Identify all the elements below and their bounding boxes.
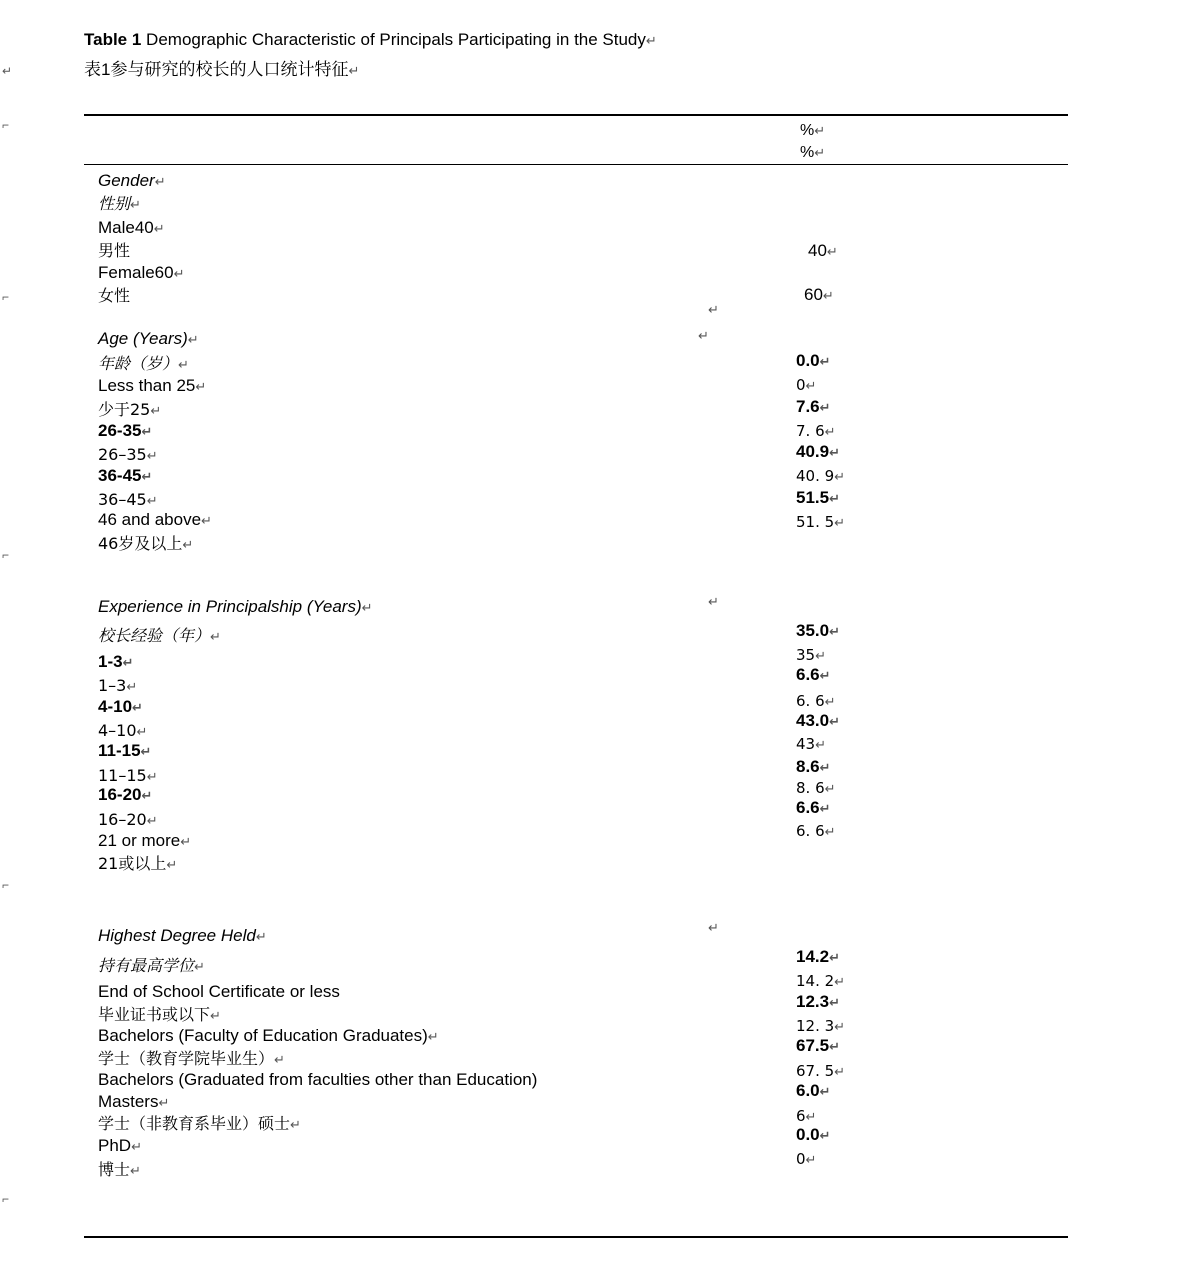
row-value-degree-masters-text: 6.0: [796, 1081, 820, 1100]
row-value-age-46plus: [796, 487, 840, 511]
row-value-degree-phd-cn-text: 0: [796, 1150, 806, 1168]
row-value-exp-1-3: [796, 620, 840, 644]
pilcrow-mark: ↵: [131, 1140, 142, 1155]
pilcrow-mark: ↵: [834, 470, 846, 485]
section-header-gender-cn: [98, 193, 141, 217]
row-value-age-36-45-text: 40.9: [796, 442, 830, 461]
row-label-age-36-45-text: 36-45: [98, 466, 142, 485]
table-rule-bottom: [84, 1236, 1068, 1238]
row-label-degree-phd-cn-text: 博士: [98, 1160, 131, 1179]
row-value-degree-bachelors-edu-cn-text: 12. 3: [796, 1017, 835, 1035]
table-caption-cn-text: 表1参与研究的校长的人口统计特征: [84, 60, 349, 79]
row-label-exp-1-3-text: 1-3: [98, 652, 123, 671]
row-value-exp-11-15-text: 43.0: [796, 711, 830, 730]
pilcrow-mark: ↵: [708, 920, 719, 935]
pilcrow-mark: ↵: [824, 425, 836, 440]
section-header-degree-text: Highest Degree Held: [98, 926, 256, 945]
pilcrow-mark: ↵: [194, 960, 205, 975]
row-value-degree-school-cert: [796, 946, 840, 970]
row-value-exp-1-3-text: 35.0: [796, 621, 830, 640]
row-label-degree-phd: [98, 1135, 142, 1159]
row-label-degree-phd-cn: [98, 1159, 141, 1183]
section-header-experience: [98, 596, 373, 620]
table-caption-cn: [84, 56, 359, 86]
row-value-exp-21plus-cn-text: 6. 6: [796, 822, 825, 840]
row-label-male-text: Male40: [98, 218, 154, 237]
row-value-age-lt25-cn: [796, 374, 816, 398]
row-label-male-cn-text: 男性: [98, 241, 131, 260]
pilcrow-mark: ↵: [130, 198, 141, 213]
row-value-exp-21plus-text: 6.6: [796, 798, 820, 817]
row-value-degree-school-cert-text: 14.2: [796, 947, 830, 966]
pilcrow-mark: ↵: [805, 1153, 817, 1168]
row-label-age-46plus-cn-text: 46岁及以上: [98, 534, 183, 553]
pilcrow-mark: ↵: [824, 695, 836, 710]
pilcrow-mark: ↵: [427, 1030, 439, 1045]
pilcrow-mark: ↵: [708, 302, 719, 317]
pilcrow-mark: ↵: [834, 516, 846, 531]
row-label-degree-masters-cn-text: 学士（非教育系毕业）硕士: [98, 1114, 291, 1133]
row-label-exp-11-15: [98, 740, 151, 764]
row-value-exp-4-10-cn-text: 6. 6: [796, 692, 825, 710]
row-value-female-text: 60: [804, 285, 823, 304]
row-label-degree-school-cert-cn-text: 毕业证书或以下: [98, 1005, 211, 1024]
row-value-degree-masters: [796, 1080, 831, 1104]
pilcrow-mark: ↵: [130, 1164, 141, 1179]
row-value-age-46plus-cn: [796, 511, 845, 535]
pilcrow-mark: ↵: [819, 401, 831, 416]
pilcrow-mark: ↵: [815, 738, 826, 753]
pilcrow-mark: ↵: [834, 1020, 846, 1035]
row-value-exp-16-20-cn-text: 8. 6: [796, 779, 825, 797]
row-label-age-26-35-cn-text: 26–35: [98, 445, 147, 464]
pilcrow-mark: ↵: [361, 601, 373, 616]
row-value-age-lt25-text: 0.0: [796, 351, 820, 370]
column-header-percent-cn: [800, 142, 825, 165]
section-header-age-cn: [98, 353, 189, 377]
column-header-percent-en: [800, 120, 825, 143]
pilcrow-mark: ↵: [819, 761, 831, 776]
pilcrow-mark: ↵: [819, 802, 831, 817]
pilcrow-mark: ↵: [146, 494, 158, 509]
section-header-gender: [98, 170, 166, 194]
pilcrow-mark: ↵: [158, 1096, 170, 1111]
section-header-degree: [98, 925, 267, 949]
row-value-degree-school-cert-cn-text: 14. 2: [796, 972, 835, 990]
section-header-degree-cn-text: 持有最高学位: [98, 956, 195, 975]
row-value-degree-bachelors-other: [796, 1035, 840, 1059]
row-value-exp-4-10-text: 6.6: [796, 665, 820, 684]
pilcrow-mark: ↵: [146, 449, 158, 464]
pilcrow-mark: ↵: [126, 680, 138, 695]
row-label-degree-bachelors-other-text: Bachelors (Graduated from faculties other than Education): [98, 1070, 538, 1089]
column-header-percent-en-text: %: [800, 122, 815, 139]
row-value-age-46plus-cn-text: 51. 5: [796, 513, 835, 531]
pilcrow-mark: ↵: [255, 930, 267, 945]
pilcrow-mark: ↵: [141, 470, 153, 485]
row-value-degree-bachelors-edu: [796, 991, 840, 1015]
row-label-age-46plus-cn: [98, 533, 193, 557]
section-header-gender-text: Gender: [98, 171, 155, 190]
pilcrow-mark: ↵: [182, 538, 194, 553]
section-header-experience-text: Experience in Principalship (Years): [98, 597, 362, 616]
column-header-percent-cn-text: %: [800, 144, 815, 161]
pilcrow-mark: ↵: [201, 514, 212, 529]
pilcrow-mark: ↵: [819, 355, 831, 370]
pilcrow-mark: ↵: [814, 124, 826, 139]
pilcrow-mark: ↵: [805, 379, 817, 394]
pilcrow-mark: ↵: [153, 222, 165, 237]
pilcrow-mark: ↵: [195, 380, 207, 395]
row-value-age-lt25-cn-text: 0: [796, 376, 806, 394]
section-header-age-cn-text: 年龄（岁）: [98, 354, 179, 373]
row-label-age-46plus: [98, 509, 212, 533]
row-value-age-36-45: [796, 441, 840, 465]
row-label-exp-11-15-text: 11-15: [98, 741, 141, 760]
row-label-exp-1-3-cn-text: 1–3: [98, 676, 127, 695]
table-rule-header: [84, 164, 1068, 165]
row-value-age-26-35-text: 7.6: [796, 397, 820, 416]
row-label-age-46plus-text: 46 and above: [98, 510, 202, 529]
pilcrow-mark: ↵: [645, 34, 657, 49]
section-header-experience-cn: [98, 625, 221, 649]
row-value-degree-masters-cn-text: 6: [796, 1107, 806, 1125]
pilcrow-mark: ↵: [154, 175, 166, 190]
row-label-degree-bachelors-edu-cn-text: 学士（教育学院毕业生）: [98, 1049, 275, 1068]
row-label-exp-4-10-cn-text: 4–10: [98, 721, 137, 740]
table-rule-top: [84, 114, 1068, 116]
row-label-exp-21plus-cn-text: 21或以上: [98, 854, 167, 873]
pilcrow-mark: ↵: [290, 1118, 301, 1133]
row-value-exp-1-3-cn-text: 35: [796, 646, 816, 664]
row-label-male-cn: [98, 240, 130, 262]
pilcrow-mark: ↵: [819, 1129, 831, 1144]
pilcrow-mark: ↵: [136, 725, 148, 740]
section-header-age: [98, 328, 199, 352]
pilcrow-mark: ↵: [829, 1040, 840, 1055]
table-caption: [84, 26, 657, 56]
row-label-exp-21plus-cn: [98, 853, 177, 877]
row-label-age-lt25-cn-text: 少于25: [98, 400, 151, 419]
row-value-exp-11-15: [796, 710, 840, 734]
pilcrow-mark: ↵: [180, 835, 192, 850]
row-value-age-36-45-cn: [796, 465, 845, 489]
row-label-age-36-45: [98, 465, 152, 489]
row-label-female-cn-text: 女性: [98, 286, 131, 305]
pilcrow-mark: ↵: [122, 656, 134, 671]
row-label-age-26-35: [98, 420, 152, 444]
row-label-degree-masters-text: Masters: [98, 1092, 159, 1111]
row-label-degree-school-cert: [98, 981, 340, 1003]
row-label-degree-masters: [98, 1091, 169, 1115]
row-value-female: [804, 284, 834, 308]
pilcrow-mark: ↵: [698, 328, 709, 343]
pilcrow-mark: ↵: [829, 996, 840, 1011]
table-caption-number: Table 1: [84, 30, 142, 49]
row-value-exp-11-15-cn-text: 43: [796, 735, 816, 753]
row-label-degree-school-cert-text: End of School Certificate or less: [98, 982, 340, 1001]
row-value-age-26-35: [796, 396, 831, 420]
row-label-exp-16-20-text: 16-20: [98, 785, 142, 804]
row-value-degree-phd-cn: [796, 1148, 816, 1172]
row-label-degree-bachelors-edu: [98, 1025, 439, 1049]
row-label-exp-21plus-text: 21 or more: [98, 831, 181, 850]
pilcrow-mark: ↵: [829, 715, 840, 730]
pilcrow-mark: ↵: [146, 770, 158, 785]
pilcrow-mark: ↵: [829, 492, 840, 507]
row-value-exp-16-20-text: 8.6: [796, 757, 820, 776]
section-header-gender-cn-text: 性别: [98, 194, 131, 213]
pilcrow-mark: ↵: [829, 625, 840, 640]
row-value-age-36-45-cn-text: 40. 9: [796, 467, 835, 485]
pilcrow-mark: ↵: [829, 446, 840, 461]
row-value-exp-11-15-cn: [796, 733, 826, 757]
section-header-experience-cn-text: 校长经验（年）: [98, 626, 211, 645]
pilcrow-mark: ↵: [187, 333, 199, 348]
row-label-exp-11-15-cn-text: 11–15: [98, 766, 147, 785]
pilcrow-mark: ↵: [824, 825, 836, 840]
row-label-female-cn: [98, 285, 130, 307]
row-value-degree-phd: [796, 1124, 831, 1148]
row-label-degree-masters-cn: [98, 1113, 301, 1137]
row-label-exp-1-3: [98, 651, 133, 675]
row-value-degree-phd-text: 0.0: [796, 1125, 820, 1144]
pilcrow-mark: ↵: [141, 425, 153, 440]
row-label-age-lt25: [98, 375, 206, 399]
pilcrow-mark: ↵: [150, 404, 162, 419]
row-label-age-lt25-text: Less than 25: [98, 376, 196, 395]
pilcrow-mark: ↵: [829, 951, 840, 966]
row-label-female-text: Female60: [98, 263, 174, 282]
row-value-exp-21plus-cn: [796, 820, 836, 844]
row-label-exp-4-10: [98, 696, 143, 720]
pilcrow-mark: ↵: [824, 782, 836, 797]
pilcrow-mark: ↵: [826, 245, 838, 260]
pilcrow-mark: ↵: [834, 975, 846, 990]
row-value-degree-bachelors-other-text: 67.5: [796, 1036, 830, 1055]
pilcrow-mark: ↵: [146, 814, 158, 829]
table-caption-title: Demographic Characteristic of Principals Participating in the Study: [141, 30, 646, 49]
row-value-male: [808, 240, 838, 264]
row-label-exp-4-10-text: 4-10: [98, 697, 133, 716]
row-value-degree-bachelors-other-cn-text: 67. 5: [796, 1062, 835, 1080]
pilcrow-mark: ↵: [348, 64, 360, 79]
pilcrow-mark: ↵: [814, 146, 826, 161]
pilcrow-mark: ↵: [819, 669, 831, 684]
pilcrow-mark: ↵: [708, 594, 719, 609]
row-value-degree-bachelors-edu-text: 12.3: [796, 992, 830, 1011]
pilcrow-mark: ↵: [141, 789, 153, 804]
row-value-age-lt25: [796, 350, 831, 374]
section-header-degree-cn: [98, 955, 205, 979]
pilcrow-mark: ↵: [834, 1065, 846, 1080]
margin-marks: ↵ ⌐ ⌐ ⌐ ⌐ ⌐: [2, 64, 13, 1206]
pilcrow-mark: ↵: [805, 1110, 817, 1125]
pilcrow-mark: ↵: [178, 358, 189, 373]
row-value-male-text: 40: [808, 241, 827, 260]
pilcrow-mark: ↵: [173, 267, 185, 282]
pilcrow-mark: ↵: [210, 1009, 221, 1024]
row-label-degree-phd-text: PhD: [98, 1136, 132, 1155]
row-label-female: [98, 262, 185, 286]
pilcrow-mark: ↵: [140, 745, 152, 760]
pilcrow-mark: ↵: [274, 1053, 285, 1068]
row-value-age-46plus-text: 51.5: [796, 488, 830, 507]
pilcrow-mark: ↵: [815, 649, 826, 664]
row-label-age-26-35-text: 26-35: [98, 421, 142, 440]
section-header-age-text: Age (Years): [98, 329, 188, 348]
pilcrow-mark: ↵: [819, 1085, 831, 1100]
row-label-exp-16-20-cn-text: 16–20: [98, 810, 147, 829]
row-label-exp-21plus: [98, 830, 191, 854]
pilcrow-mark: ↵: [822, 289, 834, 304]
row-label-male: [98, 217, 165, 241]
row-label-degree-bachelors-other: [98, 1069, 537, 1091]
pilcrow-mark: ↵: [210, 630, 221, 645]
row-value-age-26-35-cn-text: 7. 6: [796, 422, 825, 440]
row-label-age-36-45-cn-text: 36–45: [98, 490, 147, 509]
pilcrow-mark: ↵: [132, 701, 143, 716]
row-value-exp-21plus: [796, 797, 831, 821]
row-label-exp-16-20: [98, 784, 152, 808]
row-value-exp-4-10: [796, 664, 831, 688]
pilcrow-mark: ↵: [166, 858, 178, 873]
row-label-degree-bachelors-edu-text: Bachelors (Faculty of Education Graduates): [98, 1026, 428, 1045]
